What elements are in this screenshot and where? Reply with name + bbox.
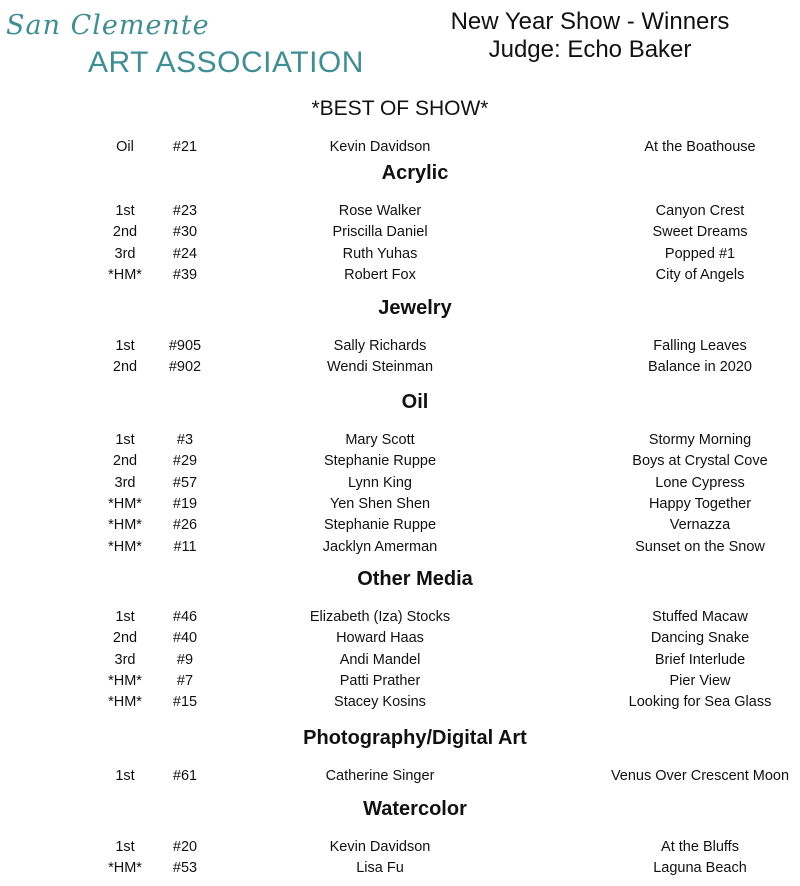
entry-title: Lone Cypress bbox=[655, 474, 745, 491]
entry-number: #46 bbox=[172, 609, 198, 625]
entry-place: 2nd bbox=[112, 453, 138, 470]
entry-number: #9 bbox=[176, 651, 194, 668]
best-of-show-heading: *BEST OF SHOW* bbox=[311, 97, 489, 120]
entry-number: #30 bbox=[172, 224, 198, 241]
entry-place: *HM* bbox=[108, 860, 142, 877]
entry-title: Venus Over Crescent Moon bbox=[610, 768, 790, 784]
entry-place: *HM* bbox=[108, 266, 142, 283]
result-row bbox=[0, 246, 800, 267]
entry-number: #24 bbox=[172, 245, 198, 262]
entry-place: 2nd bbox=[112, 630, 138, 647]
entry-place: 3rd bbox=[114, 245, 136, 262]
entry-number: #26 bbox=[172, 517, 198, 534]
entry-place: 1st bbox=[115, 338, 135, 354]
entry-title: Stuffed Macaw bbox=[652, 609, 748, 625]
entry-number: #29 bbox=[172, 453, 198, 470]
entry-artist: Catherine Singer bbox=[325, 768, 435, 784]
entry-artist: Wendi Steinman bbox=[326, 359, 434, 376]
entry-number: #39 bbox=[172, 266, 198, 283]
result-row bbox=[0, 359, 800, 380]
entry-number: #905 bbox=[168, 338, 202, 354]
entry-artist: Priscilla Daniel bbox=[332, 224, 428, 241]
result-row bbox=[0, 673, 800, 694]
result-row bbox=[0, 496, 800, 517]
entry-artist: Stacey Kosins bbox=[334, 694, 426, 711]
entry-place: *HM* bbox=[108, 694, 142, 711]
entry-artist: Stephanie Ruppe bbox=[323, 453, 437, 470]
result-row bbox=[0, 652, 800, 673]
result-row bbox=[0, 203, 800, 224]
entry-place: 1st bbox=[115, 432, 135, 448]
entry-place: 1st bbox=[115, 839, 135, 855]
entry-title: Looking for Sea Glass bbox=[628, 694, 772, 711]
entry-place: *HM* bbox=[108, 672, 142, 689]
entry-title: Happy Together bbox=[648, 495, 752, 512]
entry-place: 2nd bbox=[112, 359, 138, 376]
result-row bbox=[0, 860, 800, 881]
result-row bbox=[0, 453, 800, 474]
entry-artist: Kevin Davidson bbox=[329, 139, 431, 155]
entry-place: 3rd bbox=[114, 474, 136, 491]
entry-number: #23 bbox=[172, 203, 198, 219]
result-row bbox=[0, 839, 800, 860]
entry-title: Sunset on the Snow bbox=[635, 538, 765, 555]
result-row bbox=[0, 539, 800, 560]
entry-title: Vernazza bbox=[669, 517, 731, 534]
logo-subtitle: ART ASSOCIATION bbox=[88, 46, 364, 79]
entry-artist: Rose Walker bbox=[338, 203, 422, 219]
entry-place: 1st bbox=[115, 203, 135, 219]
entry-artist: Lisa Fu bbox=[356, 860, 404, 877]
entry-number: #19 bbox=[172, 495, 198, 512]
entry-title: Canyon Crest bbox=[655, 203, 745, 219]
result-row bbox=[0, 475, 800, 496]
entry-title: Stormy Morning bbox=[648, 432, 752, 448]
entry-number: #20 bbox=[172, 839, 198, 855]
entry-number: #3 bbox=[176, 432, 194, 448]
entry-place: 3rd bbox=[114, 651, 136, 668]
entry-title: Popped #1 bbox=[664, 245, 736, 262]
entry-artist: Stephanie Ruppe bbox=[323, 517, 437, 534]
entry-place: *HM* bbox=[108, 495, 142, 512]
entry-artist: Lynn King bbox=[348, 474, 412, 491]
entry-number: #15 bbox=[172, 694, 198, 711]
entry-place: 1st bbox=[115, 768, 135, 784]
entry-artist: Andi Mandel bbox=[339, 651, 421, 668]
entry-title: At the Boathouse bbox=[644, 139, 756, 155]
section-heading: Oil bbox=[401, 391, 429, 413]
entry-artist: Patti Prather bbox=[339, 672, 421, 689]
entry-title: At the Bluffs bbox=[661, 839, 739, 855]
entry-number: #7 bbox=[176, 672, 194, 689]
result-row bbox=[0, 224, 800, 245]
result-row bbox=[0, 267, 800, 288]
entry-place: 1st bbox=[115, 609, 135, 625]
entry-title: Sweet Dreams bbox=[652, 224, 748, 241]
entry-artist: Ruth Yuhas bbox=[342, 245, 418, 262]
entry-title: City of Angels bbox=[655, 266, 745, 283]
entry-artist: Elizabeth (Iza) Stocks bbox=[309, 609, 451, 625]
result-row bbox=[0, 432, 800, 453]
entry-title: Balance in 2020 bbox=[648, 359, 752, 376]
entry-number: #53 bbox=[172, 860, 198, 877]
entry-number: #57 bbox=[172, 474, 198, 491]
entry-artist: Jacklyn Amerman bbox=[322, 538, 438, 555]
entry-place: *HM* bbox=[108, 538, 142, 555]
result-row bbox=[0, 694, 800, 715]
section-heading: Watercolor bbox=[363, 798, 467, 820]
entry-title: Laguna Beach bbox=[653, 860, 747, 877]
section-heading: Jewelry bbox=[378, 297, 452, 319]
entry-artist: Sally Richards bbox=[333, 338, 427, 354]
section-heading: Acrylic bbox=[381, 162, 449, 184]
entry-category: Oil bbox=[116, 139, 134, 155]
result-row bbox=[0, 609, 800, 630]
entry-title: Pier View bbox=[669, 672, 731, 689]
judge-line: Judge: Echo Baker bbox=[488, 36, 692, 63]
entry-number: #902 bbox=[168, 359, 202, 376]
entry-artist: Kevin Davidson bbox=[329, 839, 431, 855]
entry-place: 2nd bbox=[112, 224, 138, 241]
document-header bbox=[440, 8, 740, 64]
association-logo bbox=[6, 10, 364, 80]
entry-artist: Mary Scott bbox=[345, 432, 415, 448]
entry-place: *HM* bbox=[108, 517, 142, 534]
entry-number: #21 bbox=[172, 139, 198, 155]
result-row bbox=[0, 517, 800, 538]
entry-artist: Yen Shen Shen bbox=[329, 495, 431, 512]
section-heading: Other Media bbox=[357, 568, 473, 590]
entry-number: #11 bbox=[173, 538, 197, 555]
entry-title: Dancing Snake bbox=[650, 630, 750, 647]
show-title: New Year Show - Winners bbox=[450, 8, 730, 35]
entry-title: Brief Interlude bbox=[654, 651, 746, 668]
result-row bbox=[0, 338, 800, 359]
entry-number: #61 bbox=[172, 768, 198, 784]
entry-number: #40 bbox=[172, 630, 198, 647]
best-of-show-row bbox=[0, 139, 800, 160]
section-heading: Photography/Digital Art bbox=[303, 727, 527, 749]
result-row bbox=[0, 768, 800, 789]
entry-artist: Howard Haas bbox=[336, 630, 424, 647]
entry-artist: Robert Fox bbox=[344, 266, 416, 283]
logo-script-text: San Clemente bbox=[6, 10, 210, 41]
entry-title: Boys at Crystal Cove bbox=[632, 453, 768, 470]
result-row bbox=[0, 630, 800, 651]
entry-title: Falling Leaves bbox=[653, 338, 747, 354]
